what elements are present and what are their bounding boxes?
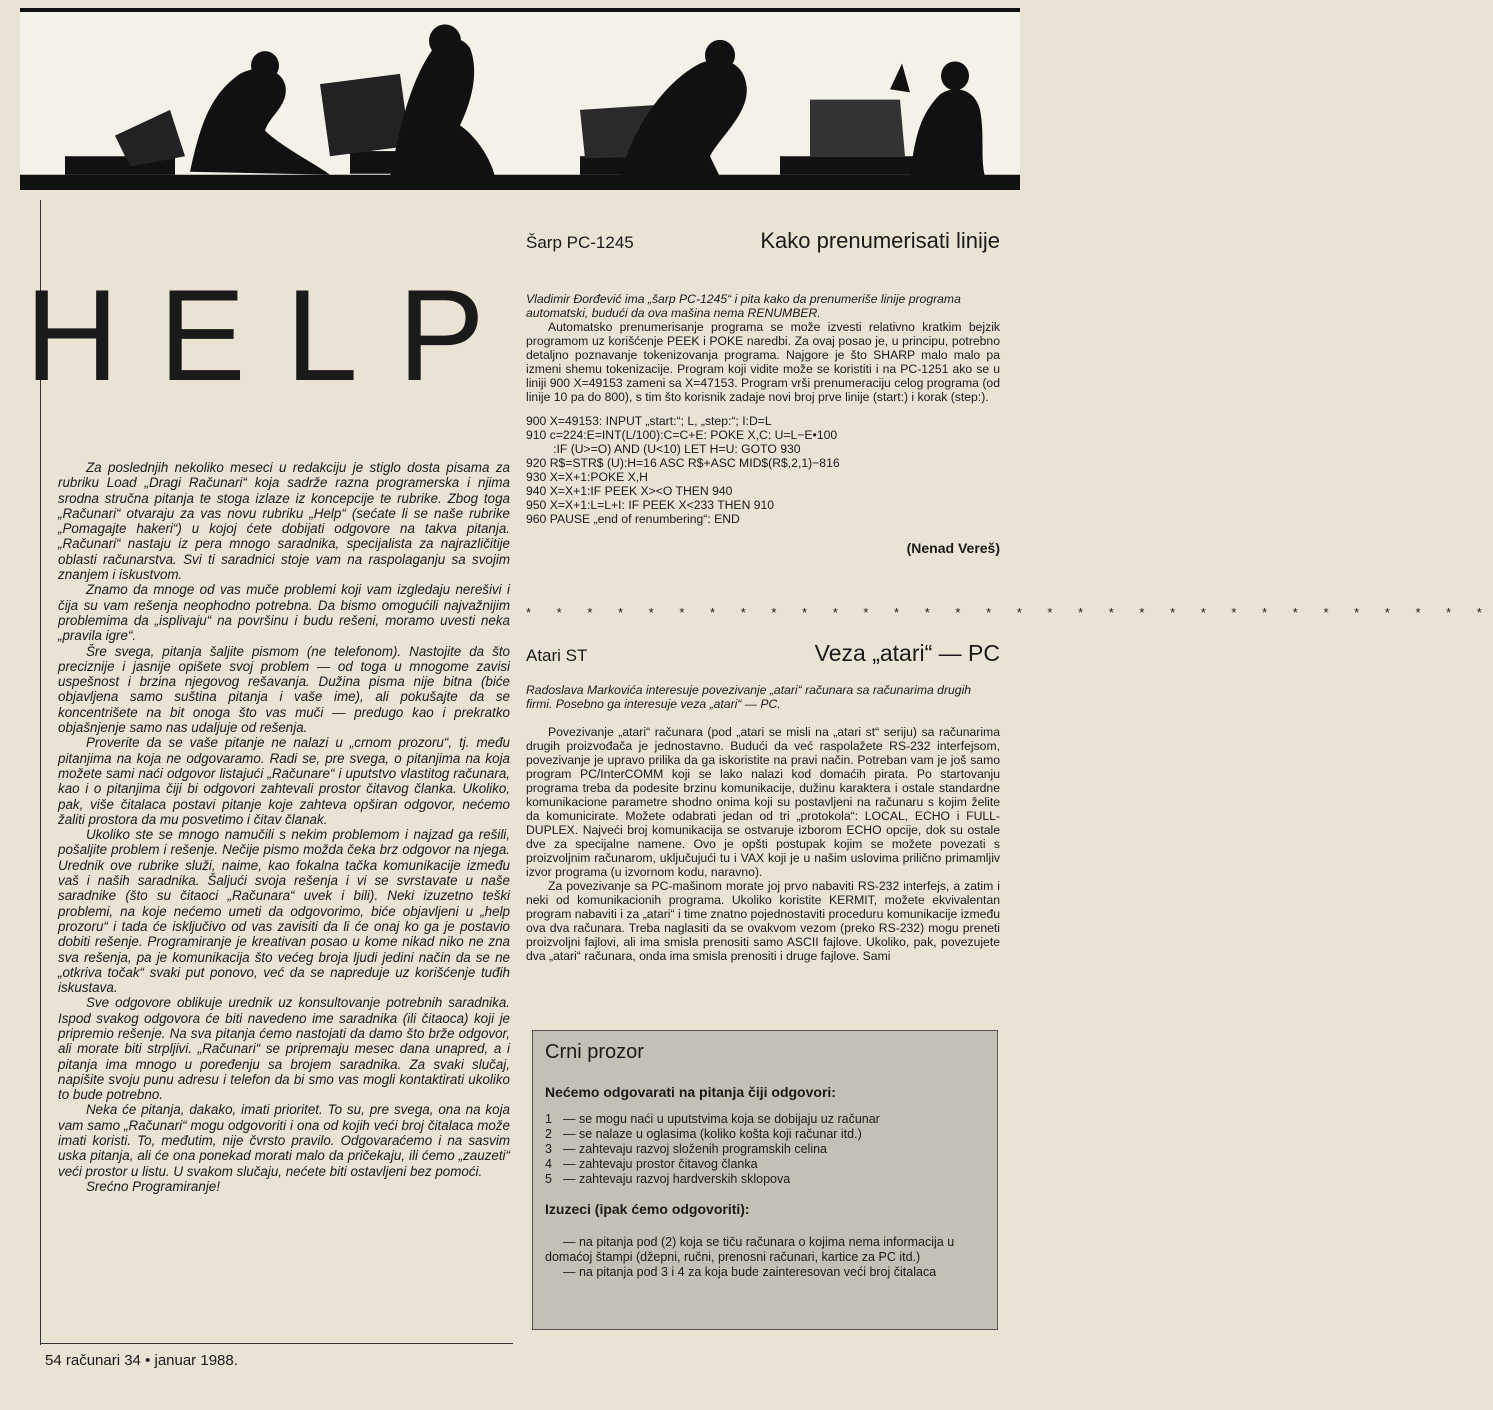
section-label: Šarp PC-1245: [526, 233, 634, 252]
code-line: 940 X=X+1:IF PEEK X><O THEN 940: [526, 484, 733, 498]
paragraph: Za povezivanje sa PC-mašinom morate joj prvo nabaviti RS-232 interfejs, a zatim i neki od komunikacionih programa. Ukoliko koristite KERMIT, možete ekvivalentan program nabaviti i za „atari“ i time znatno pojednostaviti proceduru komunikacije između ova dva računara. Treba naglasiti da se ovakvom vezom (preko RS-232) mogu preneti proizvoljni fajlovi, ali ima smisla prenositi samo ASCII fajlove. Ukoliko, pak, povezujete dva „atari“ računara, onda ima smisla prenositi i druge fajlove. Sami: [526, 879, 1000, 963]
help-heading: HELP: [25, 262, 525, 408]
box-title: Crni prozor: [545, 1041, 644, 1063]
page-footer: 54 računari 34 • januar 1988.: [45, 1352, 238, 1369]
code-line: 920 R$=STR$ (U):H=16 ASC R$+ASC MID$(R$,2,1)−816: [526, 456, 840, 470]
list-item: 3 — zahtevaju razvoj složenih programskih celina: [545, 1142, 828, 1156]
paragraph: Sve odgovore oblikuje urednik uz konsultovanje potrebnih saradnika. Ispod svakog odgovora će biti navedeno ime saradnika (ili čitaoca) koji je pripremio rešenje. Na sva pitanja ćemo nastojati da damo što brže odgovor, ali morate biti strpljivi. „Računari“ se pripremaju mesec dana unapred, a i pitanja ima mnogo u poređenju sa brojem saradnika. Za svaki slučaj, napišite svoju punu adresu i telefon da bi smo vas mogli kontaktirati ukoliko to bude potrebno.: [58, 995, 510, 1103]
answer-body: [526, 725, 1000, 963]
list-item: 2 — se nalaze u oglasima (koliko košta koji računar itd.): [545, 1127, 862, 1141]
code-line: 930 X=X+1:POKE X,H: [526, 470, 648, 484]
sharp-section: [526, 228, 1000, 556]
section-separator: * * * * * * * * * * * * * * * * * * * * * * * * * * * * * * * *: [526, 605, 1493, 620]
paragraph: Šre svega, pitanja šaljite pismom (ne telefonom). Nastojite da što preciznije i jasnije opišete svoj problem — od toga u mnogome zavisi uspešnost i brzina njegovog rešavanja. Dužina pisma nije bitna (biće objavljena samo suština pitanja i vaše ime), ali pokušajte da se koncentrišete na bit onoga što vas muči — predugo kao i prekratko objašnjenje samo nas udaljuje od rešenja.: [58, 643, 510, 736]
question-lead: Vladimir Đorđević ima „šarp PC-1245“ i pita kako da prenumeriše linije programa automatski, budući da ova mašina nema RENUMBER.: [526, 292, 961, 320]
section-header: [526, 640, 1000, 667]
list-item: — na pitanja pod 3 i 4 za koja bude zainteresovan veći broj čitalaca: [563, 1265, 937, 1279]
paragraph: Proverite da se vaše pitanje ne nalazi u „crnom prozoru“, tj. među pitanjima na koja ne odgovaramo. Radi se, pre svega, o pitanjima na koja možete sami naći odgovor listajući „Računare“ i uputstvo vlastitog računara, kao i o pitanjima čiji bi odgovori zahtevali prostor čitavog članka. Ukoliko, pak, više čitalaca postavi pitanje koje zahteva opširan odgovor, nećemo žaliti prostora da mu posvetimo i čitav članak.: [58, 735, 510, 827]
paragraph: Automatsko prenumerisanje programa se može izvesti relativno kratkim bejzik programom uz korišćenje PEEK i POKE naredbi. Za ovaj posao je, u principu, potrebno detaljno poznavanje tokenizovanja programa. Najgore je što SHARP malo malo pa izmeni shemu tokenizacije. Program koji vidite može se koristiti i na PC-1251 ako se u liniji 900 X=49153 zameni sa X=47153. Program vrši prenumeraciju celog programa (od linije 10 pa do 800), s tim što korisnik zadaje novi broj prve linije (start:) i korak (step:).: [526, 320, 1000, 404]
paragraph: Za poslednjih nekoliko meseci u redakciju je stiglo dosta pisama za rubriku Load „Dragi Računari“ koja sadrže razna programerska i njima srodna stručna pitanja te stoga izlaze iz koncepcije te rubrike. Zbog toga „Računari“ otvaraju za vas novu rubriku „Help“ (sećate li se naše rubrike „Pomagajte hakeri“) u kojoj ćete dobijati odgovore na takva pitanja. „Računari“ nastaju iz pera mnogo saradnika, specijalista za najrazličitije oblasti računarstva. Svi ti saradnici stoje vam na raspolaganju sa svojim znanjem i iskustvom.: [58, 460, 510, 583]
header-illustration: [20, 8, 1020, 190]
paragraph: Ukoliko ste se mnogo namučili s nekim problemom i najzad ga rešili, pošaljite problem i rešenje. Nečije pismo možda čeka brz odgovor na njega. Urednik ove rubrike služi, naime, kao fokalna tačka komunikacije između vaš i naših saradnika. Šaljući svoja rešenja i vi se svrstavate u naše saradnike (što su čitaoci „Računara“ uvek i bili). Neki izuzetno teški problemi, na koje nećemo umeti da odgovorimo, biće objavljeni u „help prozoru“ i tada će isključivo od vas zavisiti da li će onaj ko ga je postavio dobiti rešenje. Programiranje je kreativan posao u kome nikad niko ne zna sva rešenja, pa je komunikacija što većeg broja ljudi jedini način da se ne „otkriva točak“ svaki put ponovo, već da se napreduje uz korišćenje tuđih iskustava.: [58, 827, 510, 996]
list-item: — na pitanja pod (2) koja se tiču računara o kojima nema informacija u domaćoj štampi (džepni, ručni, prenosni računari, kartice za PC itd.): [545, 1235, 955, 1264]
paragraph: Srećno Programiranje!: [86, 1178, 220, 1194]
paragraph: Neka će pitanja, dakako, imati prioritet. To su, pre svega, ona na koja vam samo „Računari“ mogu odgovoriti i ona od kojih veći broj čitalaca može imati koristi. To, međutim, nije čvrsto pravilo. Odgovaraćemo i na sasvim uska pitanja, ali će ona ponekad morati malo da pričekaju, ili ćemo „zauzeti“ veći prostor u listu. U svakom slučaju, nećete biti ostavljeni bez pomoći.: [58, 1102, 510, 1179]
list-item: 1 — se mogu naći u uputstvima koja se dobijaju uz računar: [545, 1112, 880, 1126]
list-item: 4 — zahtevaju prostor čitavog članka: [545, 1157, 758, 1171]
atari-section: [526, 640, 1000, 963]
help-intro-article: [58, 460, 510, 1194]
exceptions-subtitle: Izuzeci (ipak ćemo odgovoriti):: [545, 1201, 750, 1217]
paragraph: Povezivanje „atari“ računara (pod „atari se misli na „atari st“ seriju) sa računarima drugih proizvođača je jednostavno. Budući da već raspolažete RS-232 interfejsom, povezivanje je upravo prilika da ga iskoristite na pravi način. Potreban vam je još samo program PC/InterCOMM koji se lako nalazi kod domaćih pirata. Po startovanju programa treba da podesite brzinu komunikacije, dužinu karaktera i ostale standardne komunikacione parametre shodno onima koji su postavljeni na računaru s kojim želite da komunicirate. Možete odabrati jedan od tri „protokola“: LOCAL, ECHO i FULL-DUPLEX. Najveći broj komunikacija se ostvaruje izborom ECHO opcije, dok su ostale dve za specijalne namene. Ovo je opšti postupak kojim se možete povezati s proizvoljnim računarom, uključujući tu i VAX koji je u našim uslovima prilično primamljiv izvor programa (u izvornom kodu, naravno).: [526, 725, 1000, 879]
section-title: Kako prenumerisati linije: [760, 228, 1000, 253]
code-line: 950 X=X+1:L=L+I: IF PEEK X<233 THEN 910: [526, 498, 775, 512]
author-signature: (Nenad Vereš): [906, 540, 1000, 556]
code-line: :IF (U>=O) AND (U<10) LET H=U: GOTO 930: [526, 442, 801, 456]
code-line: 900 X=49153: INPUT „start:“; L, „step:“; I:D=L: [526, 414, 772, 428]
code-listing: [526, 414, 1000, 526]
section-header: [526, 228, 1000, 254]
column-bottom-rule: [40, 1343, 513, 1344]
paragraph: Znamo da mnoge od vas muče problemi koji vam izgledaju nerešivi i čija su vam rešenja neophodno potrebna. Da bismo omogućili najvažnijim problemima da „isplivaju“ na površinu i budu rešeni, moramo uvesti neka „pravila igre“.: [58, 582, 510, 644]
cartoon-programmers-icon: [20, 12, 1020, 182]
answer-body: [526, 320, 1000, 404]
box-subtitle: Nećemo odgovarati na pitanja čiji odgovori:: [545, 1084, 836, 1100]
code-line: 960 PAUSE „end of renumbering“: END: [526, 512, 740, 526]
code-line: 910 c=224:E=INT(L/100):C=C+E: POKE X,C: U=L−E•100: [526, 428, 838, 442]
exceptions-list: [545, 1235, 985, 1280]
section-label: Atari ST: [526, 646, 588, 665]
list-item: 5 — zahtevaju razvoj hardverskih sklopova: [545, 1172, 791, 1186]
question-lead: Radoslava Markovića interesuje povezivanje „atari“ računara sa računarima drugih firmi. Posebno ga interesuje veza „atari“ — PC.: [526, 683, 972, 711]
section-title: Veza „atari“ — PC: [814, 640, 1000, 666]
crni-prozor-box: [532, 1030, 998, 1330]
excluded-list: [545, 1112, 985, 1187]
